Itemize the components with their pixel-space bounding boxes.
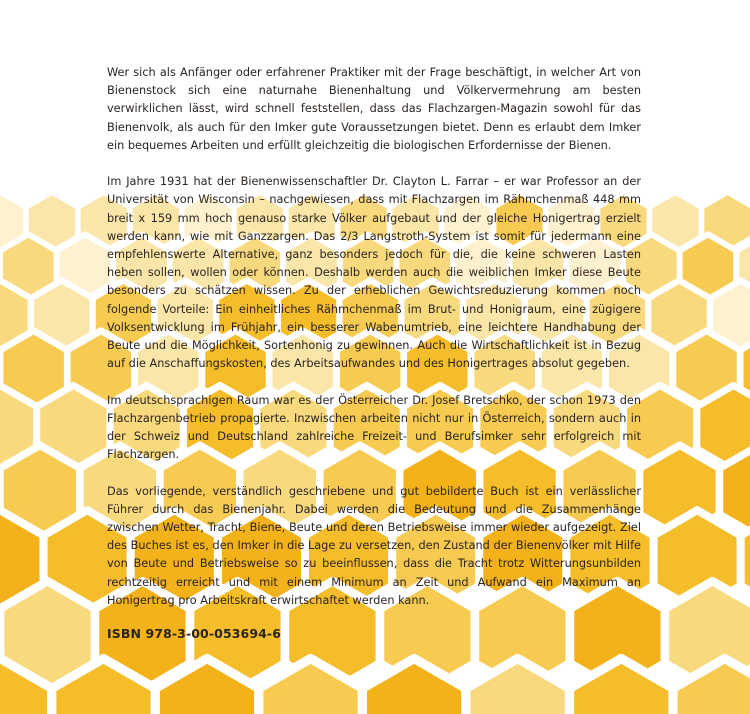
paragraph-book-summary: Das vorliegende, verständlich geschriebene und gut bebilderte Buch ist ein verlässlicher Führer durch das Bienenjahr. Dabei werden die Bedeutung und die Zusammenhänge zwischen Wetter, Tracht, Biene, Beute und deren Betriebsweise immer wieder aufgezeigt. Ziel des Buches ist es, den Imker in die Lage zu versetzen, den Zustand der Bienenvölker mit Hilfe von Beute und Betriebsweise so zu beeinflussen, dass die Tracht trotz Witterungsunbilden rechtzeitig erreicht und mit einem Minimum an Zeit und Aufwand ein Maximum an Honigertrag pro Arbeitskraft erwirtschaftet werden kann. bbox=[107, 484, 641, 607]
back-cover-text bbox=[107, 64, 641, 628]
paragraph-intro: Wer sich als Anfänger oder erfahrener Praktiker mit der Frage beschäftigt, in welcher Art von Bienenstock sich eine naturnahe Bienenhaltung und Völkervermehrung am besten verwirklichen lässt, wird schnell feststellen, dass das Flachzargen-Magazin sowohl für das Bienenvolk, als auch für den Imker gute Voraussetzungen bietet. Denn es erlaubt dem Imker ein bequemes Arbeiten und erfüllt gleichzeitig die biologischen Erfordernisse der Bienen. bbox=[107, 66, 641, 152]
isbn-number: ISBN 978-3-00-053694-6 bbox=[107, 626, 282, 641]
paragraph-bretschko: Im deutschsprachigen Raum war es der Österreicher Dr. Josef Bretschko, der schon 1973 den Flachzargenbetrieb propagierte. Inzwischen arbeiten nicht nur in Österreich, sondern auch in der Schweiz und Deutschland zahlreiche Freizeit- und Berufsimker sehr erfolgreich mit Flachzargen. bbox=[107, 393, 641, 462]
paragraph-farrar: Im Jahre 1931 hat der Bienenwissenschaftler Dr. Clayton L. Farrar – er war Professor an der Universität von Wisconsin – nachgewiesen, dass mit Flachzargen im Rähmchenmaß 448 mm breit x 159 mm hoch genauso starke Völker aufgebaut und der gleiche Honigertrag erzielt werden kann, wie mit Ganzzargen. Das 2/3 Langstroth-System ist somit für jedermann eine empfehlenswerte Alternative, ganz besonders jedoch für die, die keine schweren Lasten heben sollen, wollen oder können. Deshalb werden auch die weiblichen Imker diese Beute besonders zu schätzen wissen. Zu der erheblichen Gewichtsreduzierung kommen noch folgende Vorteile: Ein einheitliches Rähmchenmaß im Brut- und Honigraum, eine zügigere Volksentwicklung im Frühjahr, ein besserer Wabenumtrieb, eine leichtere Handhabung der Beute und die Möglichkeit, Sortenhonig zu gewinnen. Auch die Wirtschaftlichkeit ist in Bezug auf die Anschaffungskosten, des Arbeitsaufwandes und des Honigertrages absolut gegeben. bbox=[107, 175, 641, 371]
